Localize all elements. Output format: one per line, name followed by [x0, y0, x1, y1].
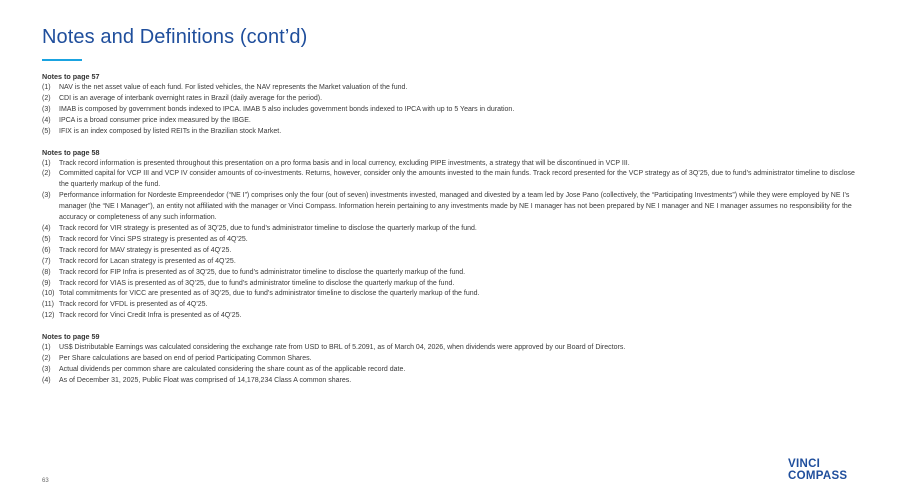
- note-number: (2): [42, 94, 51, 102]
- note-text: Actual dividends per common share are calculated considering the share count as of the applicable record date.: [59, 365, 406, 373]
- note-number: (1): [42, 159, 51, 167]
- note-number: (9): [42, 279, 51, 287]
- note-number: (6): [42, 246, 51, 254]
- note-number: (2): [42, 355, 51, 363]
- page-title: Notes and Definitions (cont’d): [42, 26, 308, 48]
- note-number: (1): [42, 344, 51, 352]
- note-number: (12): [42, 312, 55, 320]
- note-number: (3): [42, 105, 51, 113]
- note-item: [42, 365, 862, 376]
- note-text: Track record for VIR strategy is presented as of 3Q’25, due to fund’s administrator timeline to disclose the quarterly markup of the fund.: [59, 224, 477, 232]
- note-text: Track record for Vinci Credit Infra is presented as of 4Q’25.: [59, 312, 242, 320]
- note-text: Track record for Vinci SPS strategy is presented as of 4Q’25.: [59, 235, 248, 243]
- note-item: [42, 246, 862, 257]
- notes-content: [42, 71, 862, 396]
- vinci-compass-logo: [788, 458, 847, 482]
- notes-section: [42, 331, 862, 387]
- note-text: IFIX is an index composed by listed REITs in the Brazilian stock Market.: [59, 127, 282, 135]
- note-number: (2): [42, 170, 51, 178]
- note-number: (3): [42, 192, 51, 200]
- note-item: [42, 83, 862, 94]
- note-item: [42, 94, 862, 105]
- note-number: (1): [42, 84, 51, 91]
- note-number: (10): [42, 290, 55, 298]
- note-item: [42, 159, 862, 170]
- note-item: [42, 289, 862, 300]
- notes-section: [42, 147, 862, 323]
- title-underline: [42, 59, 82, 61]
- note-item: [42, 235, 862, 246]
- note-text: Performance information for Nordeste Empreendedor (“NE I”) comprises only the four (out of seven) investments invested, managed and divested by a team led by Jose Pano (collectively, the “Participating Investments”) while they were employed by NE I’s manager (the “NE I Manager”), an entity not affiliated with the manager or Vinci Compass. Information herein pertaining to any investments made by NE I manager has not been prepared by NE I manager and NE I manager assumes no responsibility for the accuracy or completeness of any such information.: [59, 192, 852, 222]
- note-number: (4): [42, 376, 51, 384]
- note-item: [42, 279, 862, 290]
- note-text: Track record for MAV strategy is presented as of 4Q’25.: [59, 246, 232, 254]
- note-item: [42, 127, 862, 138]
- note-text: Total commitments for VICC are presented as of 3Q’25, due to fund’s administrator timeline to disclose the quarterly markup of the fund.: [59, 290, 480, 298]
- page-number: 63: [42, 478, 49, 484]
- note-text: Track record information is presented throughout this presentation on a pro forma basis and in local currency, excluding PIPE investments, a strategy that will be discontinued in VCP III.: [59, 159, 630, 167]
- note-number: (3): [42, 365, 51, 373]
- note-text: IMAB is composed by government bonds indexed to IPCA. IMAB 5 also includes government bonds indexed to IPCA with up to 5 Years in duration.: [59, 105, 515, 113]
- note-number: (5): [42, 127, 51, 135]
- note-text: NAV is the net asset value of each fund. For listed vehicles, the NAV represents the Market valuation of the fund.: [59, 84, 408, 91]
- note-item: [42, 224, 862, 235]
- note-item: [42, 116, 862, 127]
- note-text: Track record for VIAS is presented as of 3Q’25, due to fund’s administrator timeline to disclose the quarterly markup of the fund.: [59, 279, 455, 287]
- note-number: (5): [42, 235, 51, 243]
- note-item: [42, 376, 862, 387]
- note-text: As of December 31, 2025, Public Float was comprised of 14,178,234 Class A common shares.: [59, 376, 352, 384]
- note-item: [42, 343, 862, 354]
- note-text: Track record for VFDL is presented as of 4Q’25.: [59, 301, 208, 309]
- note-text: Track record for Lacan strategy is presented as of 4Q’25.: [59, 257, 236, 265]
- note-number: (8): [42, 268, 51, 276]
- logo-line-1: VINCI: [788, 458, 821, 470]
- note-item: [42, 268, 862, 279]
- section-heading: Notes to page 59: [42, 332, 100, 342]
- section-heading: Notes to page 57: [42, 72, 100, 81]
- notes-section: [42, 71, 862, 138]
- note-item: [42, 354, 862, 365]
- note-number: (11): [42, 301, 54, 309]
- note-item: [42, 169, 862, 191]
- note-item: [42, 257, 862, 268]
- note-text: IPCA is a broad consumer price index measured by the IBGE.: [59, 116, 251, 124]
- note-text: CDI is an average of interbank overnight rates in Brazil (daily average for the period).: [59, 94, 323, 102]
- note-number: (7): [42, 257, 51, 265]
- note-text: Committed capital for VCP III and VCP IV consider amounts of co-investments. Returns, however, consider only the amounts invested to the main funds. Track record presented for the VCP strategy as of 3Q’25, due to fund’s administrator timeline to disclose the quarterly markup of the fund.: [59, 170, 855, 189]
- note-item: [42, 191, 862, 224]
- note-item: [42, 311, 862, 322]
- logo-line-2: COMPASS: [788, 470, 848, 482]
- note-number: (4): [42, 224, 51, 232]
- note-text: US$ Distributable Earnings was calculated considering the exchange rate from USD to BRL of 5.2091, as of March 04, 2026, when dividends were approved by our Board of Directors.: [59, 344, 626, 352]
- note-item: [42, 105, 862, 116]
- section-heading: Notes to page 58: [42, 147, 100, 157]
- note-text: Track record for FIP Infra is presented as of 3Q’25, due to fund’s administrator timeline to disclose the quarterly markup of the fund.: [59, 268, 466, 276]
- note-number: (4): [42, 116, 51, 124]
- note-text: Per Share calculations are based on end of period Participating Common Shares.: [59, 355, 312, 363]
- note-item: [42, 300, 862, 311]
